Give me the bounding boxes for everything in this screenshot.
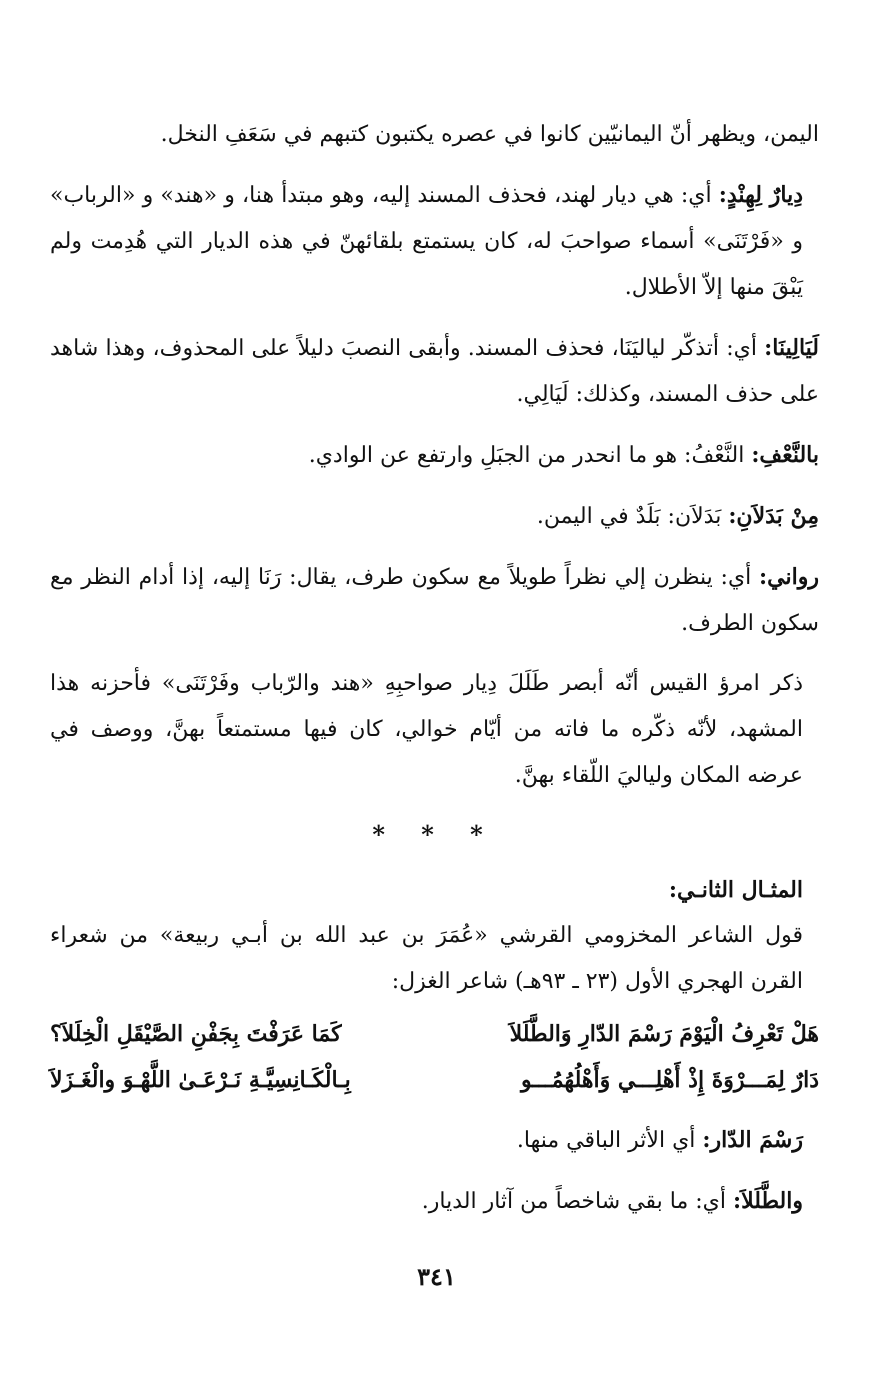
text-diyar: أي: هي ديار لهند، فحذف المسند إليه، وهو مبتدأ هنا، و «هند» و «الرباب» و «فَرْتَنَى» أسماء صواحبَ له، كان يستمتع بلقائهنّ في هذه الديار التي هُدِمت ولم يَبْقَ منها إلاّ الأطلال. xyxy=(50,183,803,300)
poem-verse xyxy=(50,1011,819,1057)
example-heading: المثـال الثانـي: xyxy=(668,877,803,903)
text-rasm: أي الأثر الباقي منها. xyxy=(516,1128,703,1153)
paragraph-rawani xyxy=(50,554,819,647)
text-talal: أي: ما بقي شاخصاً من آثار الديار. xyxy=(421,1189,733,1214)
verse-second-hemistich: بِـالْكَـانِسِيَّـةِ نَـرْعَـىٰ اللَّهْـوَ والْغَـزَلاَ xyxy=(50,1067,351,1093)
term-rawani: رواني: xyxy=(759,564,819,590)
term-layalina: لَيَالِينَا: xyxy=(764,335,819,361)
note-talal xyxy=(50,1178,819,1225)
verse-first-hemistich: هَلْ تَعْرِفُ الْيَوْمَ رَسْمَ الدّارِ وَالطَّلَلاَ xyxy=(509,1021,819,1047)
term-annaf: بالنَّعْفِ: xyxy=(751,442,819,468)
paragraph-annaf xyxy=(50,432,819,479)
note-rasm xyxy=(50,1117,819,1164)
paragraph-summary: ذكر امرؤ القيس أنّه أبصر طَلَلَ دِيار صواحبِهِ «هند والرّباب وفَرْتَنَى» فأحزنه هذا المشهد، لأنّه ذكّره ما فاته من أيّام خوالي، كان فيها مستمتعاً بهنَّ، ووصف في عرضه المكان ولياليَ اللّقاء بهنَّ. xyxy=(50,671,803,788)
section-separator: * * * xyxy=(372,820,497,849)
term-talal: والطَّلَلاَ: xyxy=(732,1188,803,1214)
term-diyar: دِيارٌ لِهِنْدٍ: xyxy=(718,182,803,208)
text-annaf: النَّعْفُ: هو ما انحدر من الجبَلِ وارتفع عن الوادي. xyxy=(308,443,752,468)
text-badalan: بَدَلاَن: بَلَدٌ في اليمن. xyxy=(536,504,729,529)
paragraph-1: اليمن، ويظهر أنّ اليمانيّين كانوا في عصره يكتبون كتبهم في سَعَفِ النخل. xyxy=(160,122,819,147)
poem xyxy=(50,1011,819,1103)
paragraph-diyar xyxy=(50,172,819,311)
text-layalina: أي: أتذكّر لياليَنَا، فحذف المسند. وأبقى النصبَ دليلاً على المحذوف، وهذا شاهد على حذف المسند، وكذلك: لَيَالِي. xyxy=(50,336,819,407)
term-badalan: مِنْ بَدَلاَنِ: xyxy=(728,503,819,529)
example-intro: قول الشاعر المخزومي القرشي «عُمَرَ بن عبد الله بن أبـي ربيعة» من شعراء القرن الهجري الأول (٢٣ ـ ٩٣هـ) شاعر الغزل: xyxy=(50,923,803,994)
term-rasm: رَسْمَ الدّار: xyxy=(702,1127,803,1153)
paragraph-badalan xyxy=(50,493,819,540)
poem-verse xyxy=(50,1057,819,1103)
paragraph-layalina xyxy=(50,325,819,418)
page-number: ٣٤١ xyxy=(417,1262,456,1291)
text-rawani: أي: ينظرن إلي نظراً طويلاً مع سكون طرف، يقال: رَنَا إليه، إذا أدام النظر مع سكون الطرف. xyxy=(50,565,819,636)
verse-first-hemistich: دَارٌ لِمَـــرْوَةَ إِذْ أَهْلِـــي وَأَهْلُهُمُـــو xyxy=(521,1067,819,1093)
verse-second-hemistich: كَمَا عَرَفْتَ بِجَفْنِ الصَّيْقَلِ الْخِلَلاَ؟ xyxy=(50,1021,342,1047)
